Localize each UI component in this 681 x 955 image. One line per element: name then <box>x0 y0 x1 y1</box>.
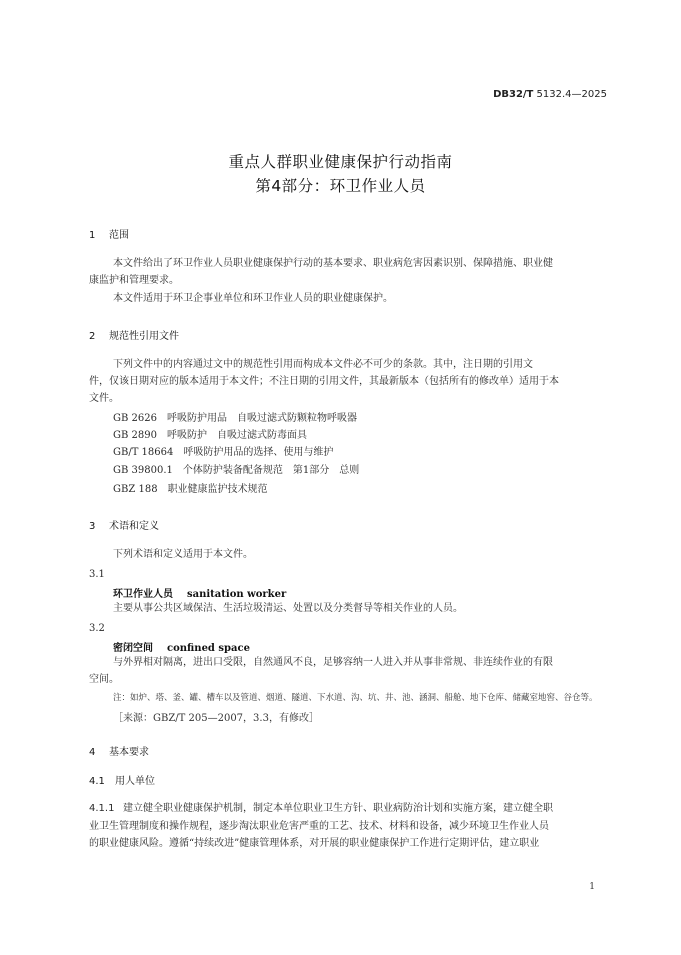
sec2-para-line1: 下列文件中的内容通过文中的规范性引用而构成本文件必不可少的条款。其中，注日期的引用文 <box>113 359 533 370</box>
term-1-title: 环卫作业人员 sanitation worker <box>113 589 287 600</box>
ref-item: GB/T 18664 呼吸防护用品的选择、使用与维护 <box>113 447 334 458</box>
section-4-heading: 4 基本要求 <box>89 747 149 758</box>
section-3-heading: 3 术语和定义 <box>89 521 159 532</box>
sec4-1-1-line1: 4.1.1 建立健全职业健康保护机制，制定本单位职业卫生方针、职业病防治计划和实施方案，建立健全职 <box>89 803 553 814</box>
section-2-heading: 2 规范性引用文件 <box>89 331 179 342</box>
term-1-number: 3.1 <box>89 569 105 580</box>
section-4-1-heading: 4.1 用人单位 <box>89 776 155 787</box>
term-2-definition-line1: 与外界相对隔离，进出口受限，自然通风不良，足够容纳一人进入并从事非常规、非连续作业的有限 <box>113 657 553 668</box>
standard-code: DB32/T 5132.4—2025 <box>493 89 607 100</box>
term-1-definition: 主要从事公共区域保洁、生活垃圾清运、处置以及分类督导等相关作业的人员。 <box>113 603 463 614</box>
ref-item: GB 2890 呼吸防护 自吸过滤式防毒面具 <box>113 430 307 441</box>
ref-item: GBZ 188 职业健康监护技术规范 <box>113 484 268 495</box>
section-1-heading: 1 范围 <box>89 230 129 241</box>
sec3-intro: 下列术语和定义适用于本文件。 <box>113 549 253 560</box>
sec1-para2: 本文件适用于环卫企事业单位和环卫作业人员的职业健康保护。 <box>113 293 393 304</box>
sec1-para1-line1: 本文件给出了环卫作业人员职业健康保护行动的基本要求、职业病危害因素识别、保障措施、职业健 <box>113 258 553 269</box>
sec2-para-line2: 件，仅该日期对应的版本适用于本文件；不注日期的引用文件，其最新版本（包括所有的修改单）适用于本 <box>89 376 559 387</box>
term-2-number: 3.2 <box>89 623 105 634</box>
term-2-source: ［来源：GBZ/T 205—2007，3.3，有修改］ <box>113 713 319 724</box>
title-line-2: 第4部分：环卫作业人员 <box>255 177 426 195</box>
ref-item: GB 39800.1 个体防护装备配备规范 第1部分 总则 <box>113 465 360 476</box>
page-number: 1 <box>589 882 595 892</box>
term-2-definition-line2: 空间。 <box>89 674 119 685</box>
sec4-1-1-line3: 的职业健康风险。遵循“持续改进”健康管理体系，对开展的职业健康保护工作进行定期评估，建立职业 <box>89 838 540 849</box>
sec1-para1-line2: 康监护和管理要求。 <box>89 275 179 286</box>
term-2-note: 注：如炉、塔、釜、罐、槽车以及管道、烟道、隧道、下水道、沟、坑、井、池、涵洞、船舱、地下仓库、储藏室地窖、谷仓等。 <box>113 693 598 703</box>
sec4-1-1-line2: 业卫生管理制度和操作规程，逐步淘汰职业危害严重的工艺、技术、材料和设备，减少环境卫生作业人员 <box>89 821 549 832</box>
term-2-title: 密闭空间 confined space <box>113 643 250 654</box>
sec2-para-line3: 文件。 <box>89 393 119 404</box>
ref-item: GB 2626 呼吸防护用品 自吸过滤式防颗粒物呼吸器 <box>113 413 357 424</box>
title-line-1: 重点人群职业健康保护行动指南 <box>228 153 453 171</box>
